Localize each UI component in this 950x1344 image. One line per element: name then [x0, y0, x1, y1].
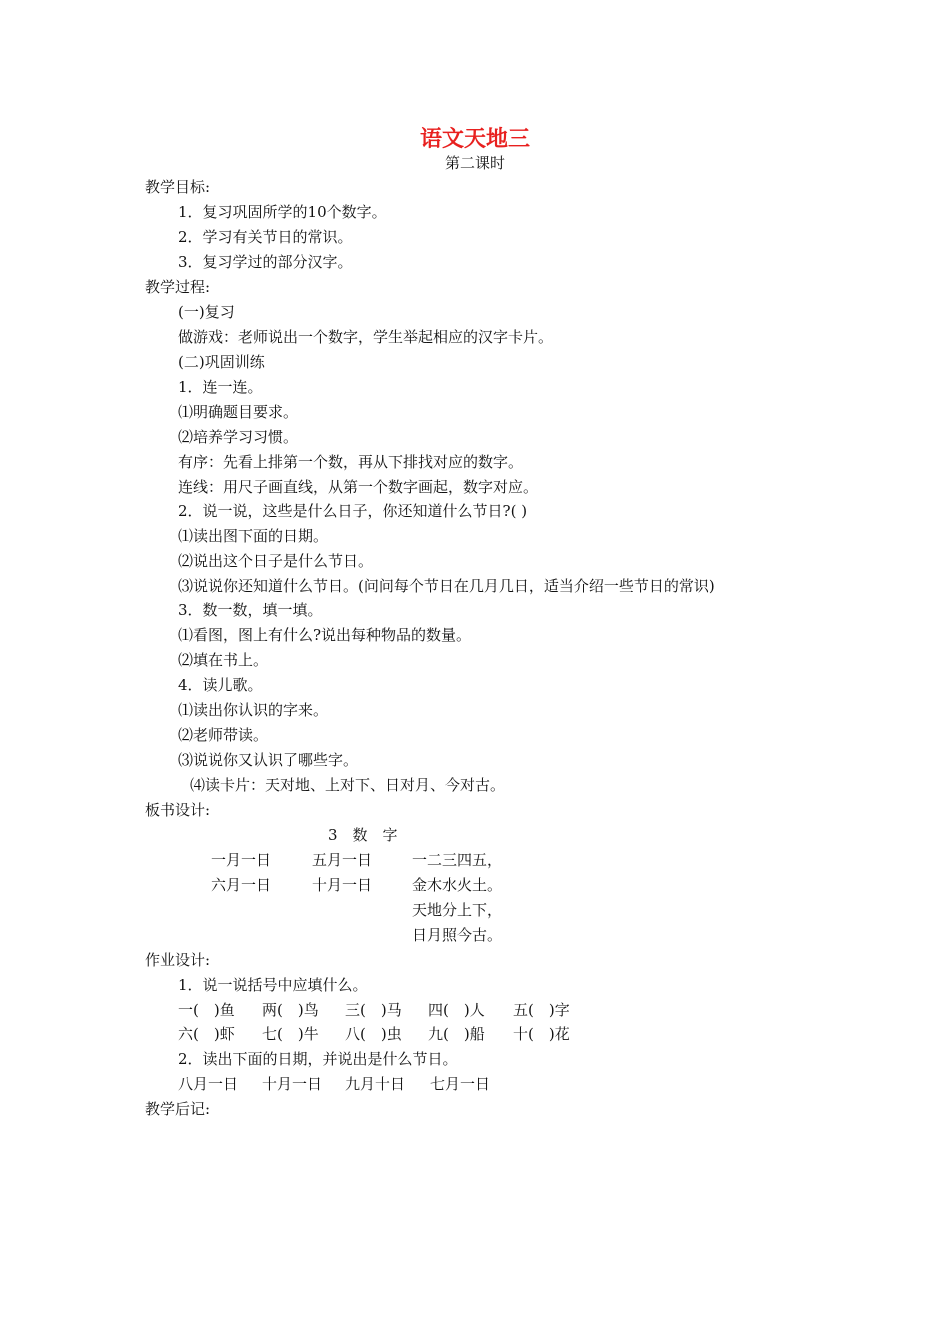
- fill-blank-item: 两( )鸟: [262, 1001, 319, 1019]
- board-cell: 六月一日: [211, 876, 272, 894]
- process-line: 做游戏：老师说出一个数字，学生举起相应的汉字卡片。: [178, 328, 554, 346]
- date-item: 八月一日: [178, 1075, 239, 1093]
- afterword-heading: 教学后记:: [145, 1100, 211, 1118]
- homework-question: 1．说一说括号中应填什么。: [178, 976, 368, 994]
- process-line: 连线：用尺子画直线，从第一个数字画起，数字对应。: [178, 478, 539, 496]
- fill-blank-item: 五( )字: [513, 1001, 570, 1019]
- process-line: ⑵说出这个日子是什么节日。: [178, 552, 374, 570]
- board-poem-line: 金木水火土。: [412, 876, 503, 894]
- fill-blank-item: 七( )牛: [262, 1025, 319, 1043]
- process-line: ⑶说说你还知道什么节日。(问问每个节日在几月几日，适当介绍一些节日的常识): [178, 577, 715, 595]
- board-poem-line: 一二三四五，: [412, 851, 503, 869]
- fill-blank-item: 一( )鱼: [178, 1001, 235, 1019]
- page-title: 语文天地三: [419, 127, 530, 152]
- board-cell: 五月一日: [312, 851, 373, 869]
- process-line: (二)巩固训练: [178, 353, 265, 371]
- fill-blank-item: 四( )人: [428, 1001, 485, 1019]
- fill-blank-item: 九( )船: [428, 1025, 485, 1043]
- process-line: ⑵填在书上。: [178, 651, 269, 669]
- process-line: ⑶说说你又认识了哪些字。: [178, 751, 359, 769]
- process-line: ⑴读出图下面的日期。: [178, 527, 329, 545]
- date-item: 十月一日: [262, 1075, 323, 1093]
- process-line: ⑵老师带读。: [178, 726, 269, 744]
- process-heading: 教学过程:: [145, 278, 211, 296]
- process-line: ⑴看图，图上有什么?说出每种物品的数量。: [178, 626, 472, 644]
- process-line: ⑴明确题目要求。: [178, 403, 299, 421]
- board-poem-line: 日月照今古。: [412, 926, 503, 944]
- process-line: 有序：先看上排第一个数，再从下排找对应的数字。: [178, 453, 524, 471]
- goal-item: 2．学习有关节日的常识。: [178, 228, 353, 246]
- fill-blank-item: 八( )虫: [345, 1025, 402, 1043]
- process-line: 3．数一数，填一填。: [178, 601, 323, 619]
- board-cell: 十月一日: [312, 876, 373, 894]
- goal-item: 3．复习学过的部分汉字。: [178, 253, 353, 271]
- fill-blank-item: 十( )花: [513, 1025, 570, 1043]
- process-line: ⑴读出你认识的字来。: [178, 701, 329, 719]
- board-cell: 一月一日: [211, 851, 272, 869]
- homework-heading: 作业设计:: [145, 951, 211, 969]
- process-line: ⑷读卡片：天对地、上对下、日对月、今对古。: [190, 776, 506, 794]
- homework-question: 2．读出下面的日期，并说出是什么节日。: [178, 1050, 458, 1068]
- process-line: ⑵培养学习习惯。: [178, 428, 299, 446]
- goal-item: 1．复习巩固所学的10个数字。: [178, 203, 387, 221]
- process-line: 2．说一说，这些是什么日子，你还知道什么节日?( ): [178, 502, 528, 520]
- board-poem-line: 天地分上下，: [412, 901, 503, 919]
- goals-heading: 教学目标:: [145, 178, 211, 196]
- process-line: 1．连一连。: [178, 378, 263, 396]
- fill-blank-item: 三( )马: [345, 1001, 402, 1019]
- page-subtitle: 第二课时: [444, 154, 505, 172]
- date-item: 九月十日: [345, 1075, 406, 1093]
- date-item: 七月一日: [430, 1075, 491, 1093]
- board-title: 3 数 字: [328, 826, 398, 844]
- process-line: (一)复习: [178, 303, 235, 321]
- process-line: 4．读儿歌。: [178, 676, 263, 694]
- fill-blank-item: 六( )虾: [178, 1025, 235, 1043]
- board-heading: 板书设计:: [145, 801, 211, 819]
